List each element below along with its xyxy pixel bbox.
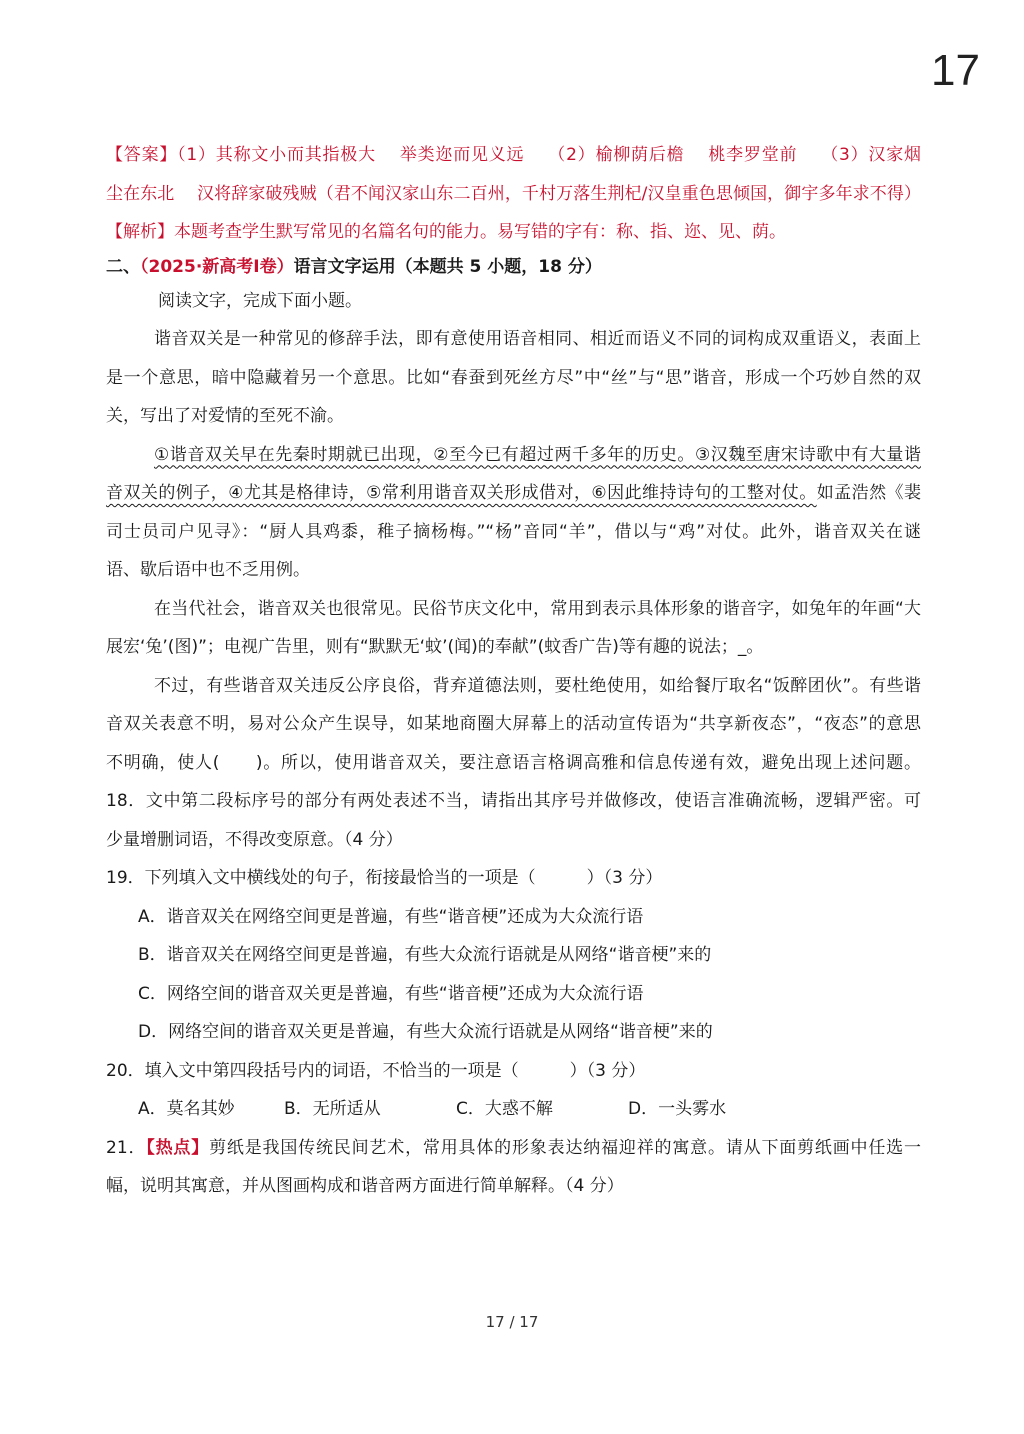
question-20 [106,1052,921,1129]
analysis-line: 【解析】本题考查学生默写常见的名篇名句的能力。易写错的字有：称、指、迩、见、荫。 [106,222,786,242]
plain-span: 如孟浩然《裴 [816,483,921,503]
paragraph-line: 不过，有些谐音双关违反公序良俗，背弃道德法则，要杜绝使用，如给餐厅取名“饭醉团伙”。有些谐 [154,675,921,696]
section-tag: （2025·新高考Ⅰ卷） [140,256,294,277]
hot-tag: 【热点】 [146,1137,210,1158]
question-19 [106,859,921,1052]
paragraph-line: 展宏‘兔’(图)”；电视广告里，则有“默默无‘蚊’(闻)的奉献”(蚊香广告)等有趣的说法；_。 [106,637,764,657]
option-c: C．网络空间的谐音双关更是普遍，有些“谐音梗”还成为大众流行语 [138,983,644,1004]
corner-page-number: 17 [931,46,980,95]
answer-line-1: 【答案】（1）其称文小而其指极大 举类迩而见义远 （2）榆柳荫后檐 桃李罗堂前 （3）汉家烟 [106,145,921,165]
instruction: 阅读文字，完成下面小题。 [158,290,362,311]
page-footer: 17 / 17 [485,1313,539,1331]
underlined-span: 音双关的例子，④尤其是格律诗，⑤常利用谐音双关形成借对，⑥因此维持诗句的工整对仗。 [106,483,817,503]
paragraph-3 [106,590,921,667]
section-prefix: 二、 [106,256,140,277]
question-18 [106,782,921,859]
question-line: 幅，说明其寓意，并从图画构成和谐音两方面进行简单解释。（4 分） [106,1176,624,1196]
paragraph-1 [106,320,921,436]
paragraph-line: 语、歇后语中也不乏用例。 [106,560,310,580]
question-number: 21． [106,1137,147,1158]
question-text: 剪纸是我国传统民间艺术，常用具体的形象表达纳福迎祥的寓意。请从下面剪纸画中任选一 [209,1137,921,1158]
option-c: C．大惑不解 [456,1099,553,1119]
question-line: 少量增删词语，不得改变原意。（4 分） [106,829,403,850]
options-row [106,1090,921,1129]
paragraph-line: 不明确，使人( )。所以，使用谐音双关，要注意语言格调高雅和信息传递有效，避免出现上述问题。 [106,752,921,773]
paragraph-line: 是一个意思，暗中隐藏着另一个意思。比如“春蚕到死丝方尽”中“丝”与“思”谐音，形成一个巧妙自然的双 [106,367,921,388]
question-stem: 20．填入文中第四段括号内的词语，不恰当的一项是（ ）（3 分） [106,1060,646,1081]
paragraph-line: 音双关表意不明，易对公众产生误导，如某地商圈大屏幕上的活动宣传语为“共享新夜态”，“夜态”的意思 [106,714,921,734]
answer-line-2: 尘在东北 汉将辞家破残贼（君不闻汉家山东二百州，千村万落生荆杞/汉皇重色思倾国，御宇多年求不得） [106,183,921,204]
paragraph-line: 关，写出了对爱情的至死不渝。 [106,406,344,426]
paragraph-line: 谐音双关是一种常见的修辞手法，即有意使用语音相同、相近而语义不同的词构成双重语义，表面上 [154,329,921,349]
underlined-line: ①谐音双关早在先秦时期就已出现，②至今已有超过两千多年的历史。③汉魏至唐宋诗歌中有大量谐 [154,444,921,465]
paragraph-line [106,474,921,513]
option-b: B．谐音双关在网络空间更是普遍，有些大众流行语就是从网络“谐音梗”来的 [138,945,712,965]
question-stem: 19．下列填入文中横线处的句子，衔接最恰当的一项是（ ）（3 分） [106,868,663,888]
section-title: 语言文字运用（本题共 5 小题，18 分） [293,256,602,277]
paragraph-4 [106,667,921,783]
paragraph-2 [106,436,921,590]
paragraph-line: 在当代社会，谐音双关也很常见。民俗节庆文化中，常用到表示具体形象的谐音字，如兔年的年画“大 [154,598,921,619]
document-body [106,136,921,1206]
question-21 [106,1129,921,1206]
option-d: D．网络空间的谐音双关更是普遍，有些大众流行语就是从网络“谐音梗”来的 [138,1022,713,1042]
paragraph-line: 司士员司户见寻》：“厨人具鸡黍，稚子摘杨梅。”“杨”音同“羊”，借以与“鸡”对仗。此外，谐音双关在谜 [106,521,921,542]
question-line [106,1129,921,1168]
question-line: 18．文中第二段标序号的部分有两处表述不当，请指出其序号并做修改，使语言准确流畅，逻辑严密。可 [106,791,921,811]
option-b: B．无所适从 [284,1099,381,1119]
option-d: D．一头雾水 [628,1099,727,1119]
section-heading [106,252,921,282]
option-a: A．谐音双关在网络空间更是普遍，有些“谐音梗”还成为大众流行语 [138,906,644,927]
option-a: A．莫名其妙 [138,1099,235,1119]
